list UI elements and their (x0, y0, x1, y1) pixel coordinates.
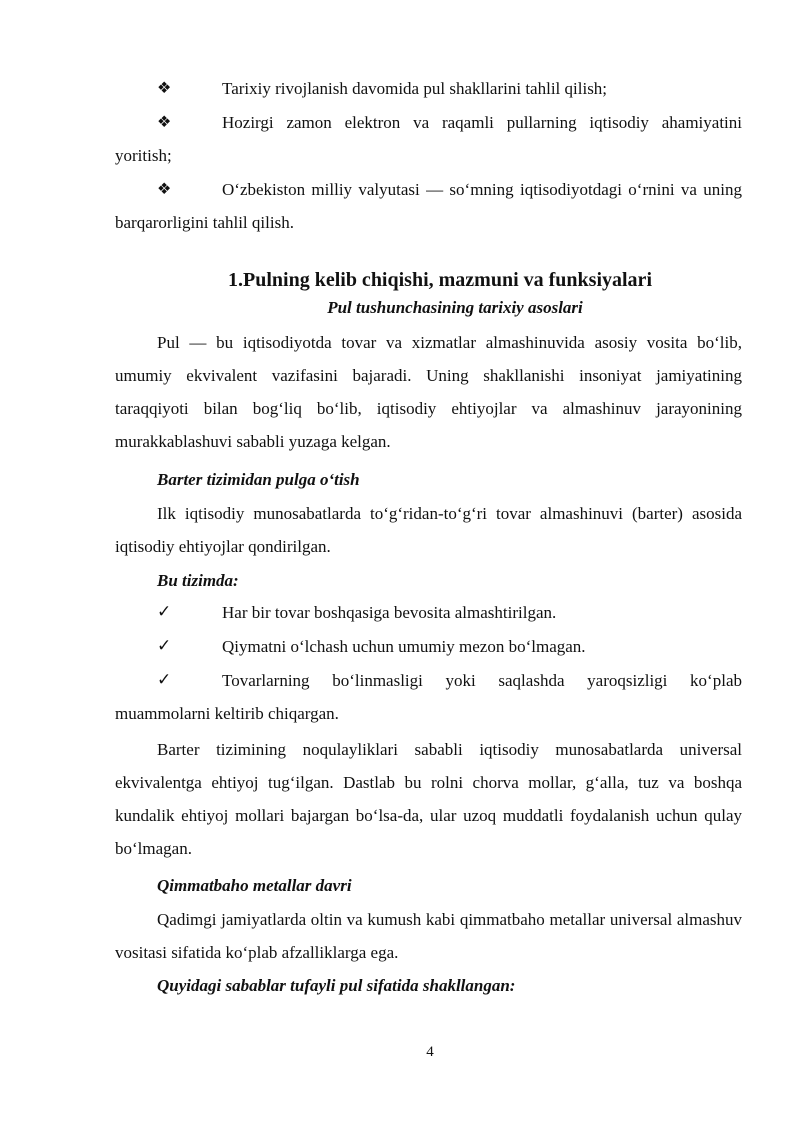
diamond-bullet-icon: ❖ (157, 80, 172, 97)
page-number: 4 (426, 1044, 434, 1060)
paragraph-barter: Ilk iqtisodiy munosabatlarda to‘g‘ridan-to‘g‘ri tovar almashinuvi (barter) asosida iqtisodiy ehtiyojlar qondirilgan. (115, 504, 742, 556)
checkmark-icon: ✓ (157, 670, 172, 690)
heading-metals: Qimmatbaho metallar davri (157, 876, 352, 895)
intro-bullet-2: Hozirgi zamon elektron va raqamli pullarning iqtisodiy ahamiyatini yoritish; (115, 113, 742, 165)
check-item-3: Tovarlarning bo‘linmasligi yoki saqlashda yaroqsizligi ko‘plab muammolarni keltirib chiqargan. (115, 671, 742, 723)
section-title: 1.Pulning kelib chiqishi, mazmuni va funksiyalari (228, 269, 652, 291)
paragraph-barter-drawbacks: Barter tizimining noqulayliklari sababli iqtisodiy munosabatlarda universal ekvivalentga ehtiyoj tug‘ilgan. Dastlab bu rolni chorva mollar, g‘alla, tuz va boshqa kundalik ehtiyoj mollari bajargan bo‘lsa-da, ular uzoq muddatli foydalanish uchun qulay bo‘lmagan. (115, 740, 742, 858)
paragraph-definition: Pul — bu iqtisodiyotda tovar va xizmatlar almashinuvida asosiy vosita bo‘lib, umumiy ekvivalent vazifasini bajaradi. Uning shakllanishi insoniyat jamiyatining taraqqiyoti bilan bog‘liq bo‘lib, iqtisodiy ehtiyojlar va almashinuv jarayonining murakkablashuvi sababli yuzaga kelgan. (115, 333, 742, 451)
checkmark-icon: ✓ (157, 602, 172, 622)
checkmark-icon: ✓ (157, 636, 172, 656)
check-item-2: Qiymatni o‘lchash uchun umumiy mezon bo‘lmagan. (222, 637, 586, 656)
diamond-bullet-icon: ❖ (157, 181, 172, 198)
diamond-bullet-icon: ❖ (157, 114, 172, 131)
heading-reasons: Quyidagi sabablar tufayli pul sifatida shakllangan: (157, 976, 516, 995)
section-subtitle: Pul tushunchasining tarixiy asoslari (327, 298, 583, 317)
paragraph-metals: Qadimgi jamiyatlarda oltin va kumush kabi qimmatbaho metallar universal almashuv vositasi sifatida ko‘plab afzalliklarga ega. (115, 910, 742, 962)
intro-bullet-3: O‘zbekiston milliy valyutasi — so‘mning iqtisodiyotdagi o‘rnini va uning barqarorligini tahlil qilish. (115, 180, 742, 232)
heading-barter: Barter tizimidan pulga o‘tish (157, 470, 360, 489)
check-item-1: Har bir tovar boshqasiga bevosita almashtirilgan. (222, 603, 557, 622)
intro-bullet-1: Tarixiy rivojlanish davomida pul shakllarini tahlil qilish; (222, 79, 608, 98)
heading-system: Bu tizimda: (157, 571, 239, 590)
